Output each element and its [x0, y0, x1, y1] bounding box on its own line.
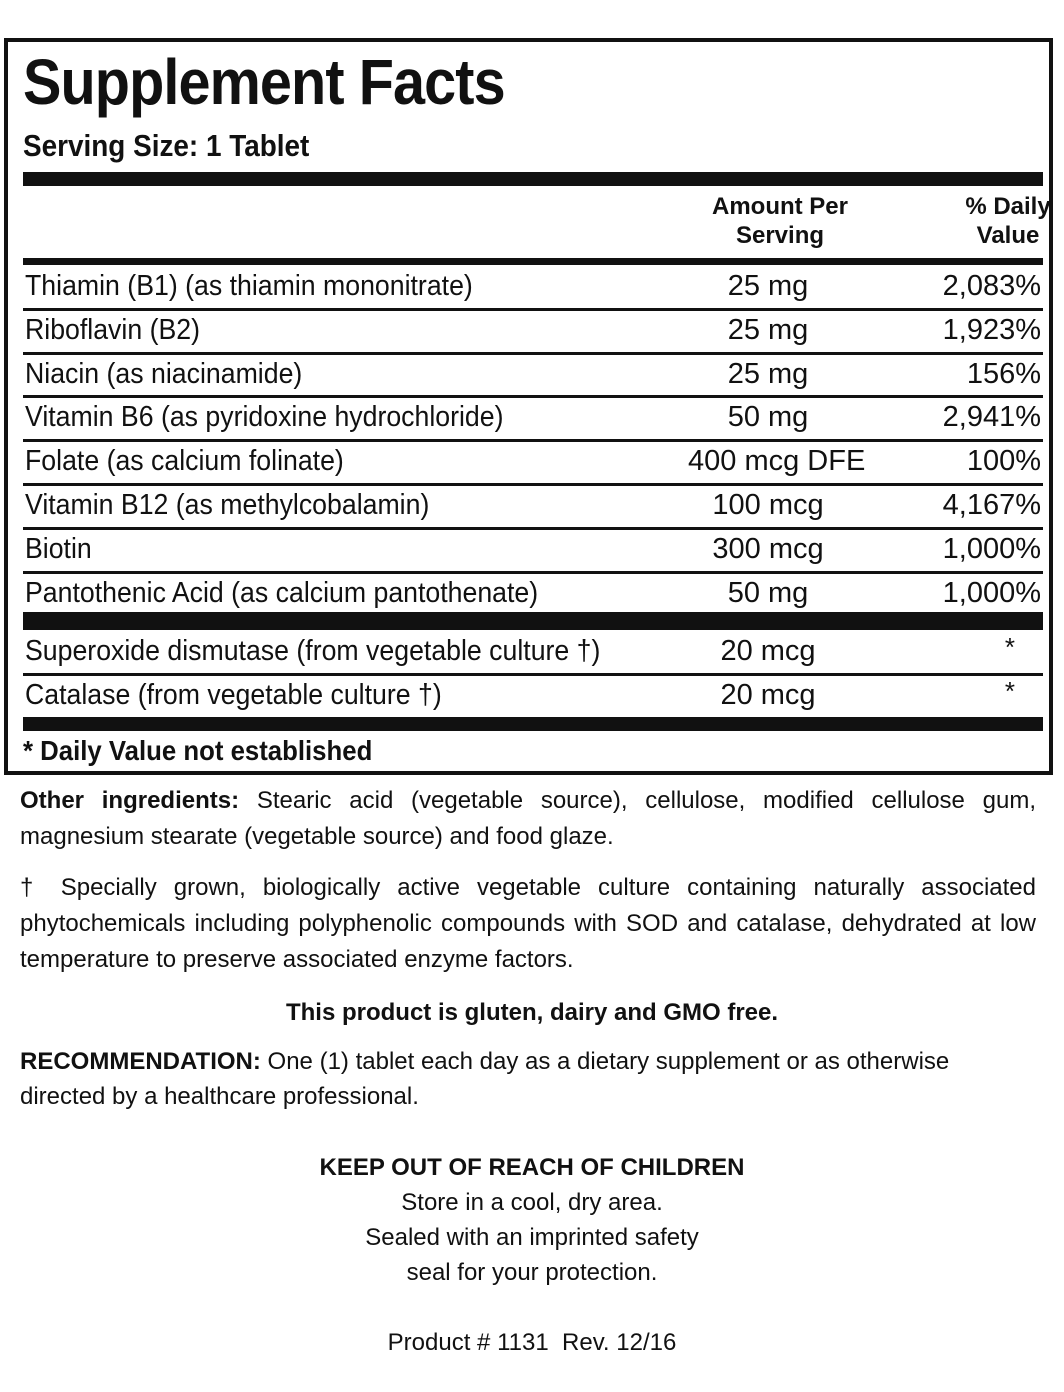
nutrient-daily-value: *: [1004, 632, 1015, 662]
panel-title: Supplement Facts: [23, 46, 505, 118]
table-row: [23, 631, 1043, 672]
nutrient-amount: 100 mcg: [712, 489, 824, 521]
recommendation-label: RECOMMENDATION:: [20, 1048, 261, 1075]
nutrient-name: Superoxide dismutase (from vegetable culture †): [25, 635, 601, 667]
thick-divider-top: [23, 172, 1043, 186]
recommendation-text: One (1) tablet each day as a dietary supplement or as otherwise directed by a healthcare professional.: [20, 1048, 950, 1110]
header-divider: [23, 258, 1043, 265]
nutrient-name: Riboflavin (B2): [25, 313, 200, 346]
table-row: [23, 310, 1043, 351]
table-row: [23, 266, 1043, 307]
allergen-free-statement: This product is gluten, dairy and GMO free.: [285, 999, 779, 1026]
nutrient-daily-value: 2,941%: [942, 401, 1041, 434]
culture-note: † Specially grown, biologically active vegetable culture containing naturally associated phytochemicals including polyphenolic compounds with SOD and catalase, dehydrated at low temperature to preserve associated enzyme factors.: [20, 874, 1036, 973]
supplement-facts-panel: [4, 38, 1053, 775]
serving-size: Serving Size: 1 Tablet: [23, 128, 310, 163]
storage-line-3: seal for your protection.: [406, 1259, 658, 1286]
thick-divider-bottom: [23, 717, 1043, 731]
nutrient-amount: 25 mg: [727, 313, 809, 346]
nutrient-name: Thiamin (B1) (as thiamin mononitrate): [25, 270, 473, 302]
nutrient-daily-value: *: [1004, 675, 1015, 706]
nutrient-daily-value: 1,923%: [942, 313, 1041, 346]
thick-divider-middle: [23, 612, 1043, 630]
other-ingredients: [20, 783, 1036, 855]
nutrient-amount: 50 mg: [727, 401, 809, 434]
nutrient-amount: 25 mg: [727, 270, 809, 302]
daily-value-footnote: * Daily Value not established: [23, 735, 373, 766]
daily-value-header: % Daily Value: [965, 193, 1051, 249]
other-ingredients-label: Other ingredients:: [20, 787, 240, 814]
amount-per-serving-header: Amount Per Serving: [711, 193, 848, 249]
nutrient-amount: 20 mcg: [720, 678, 816, 711]
product-number: Product # 1131 Rev. 12/16: [387, 1329, 677, 1356]
storage-line-2: Sealed with an imprinted safety: [365, 1224, 699, 1251]
nutrient-name: Niacin (as niacinamide): [25, 357, 303, 390]
nutrient-name: Catalase (from vegetable culture †): [25, 678, 442, 711]
table-row: [23, 441, 1043, 482]
table-row: [23, 354, 1043, 395]
warning-heading: KEEP OUT OF REACH OF CHILDREN: [319, 1154, 745, 1181]
table-row: [23, 485, 1043, 526]
nutrient-name: Folate (as calcium folinate): [25, 445, 344, 478]
storage-line-1: Store in a cool, dry area.: [401, 1189, 663, 1216]
nutrient-name: Vitamin B6 (as pyridoxine hydrochloride): [25, 401, 504, 434]
nutrient-daily-value: 4,167%: [942, 489, 1041, 521]
nutrient-amount: 400 mcg DFE: [688, 445, 866, 478]
nutrient-daily-value: 1,000%: [942, 532, 1041, 565]
nutrient-amount: 50 mg: [727, 576, 809, 609]
other-ingredients-text: Stearic acid (vegetable source), cellulose, modified cellulose gum, magnesium stearate (vegetable source) and food glaze.: [20, 787, 1036, 850]
nutrient-daily-value: 100%: [966, 445, 1041, 478]
nutrient-name: Pantothenic Acid (as calcium pantothenate): [25, 576, 539, 609]
nutrient-daily-value: 2,083%: [942, 270, 1041, 302]
nutrient-amount: 20 mcg: [720, 635, 816, 667]
table-row: [23, 573, 1043, 614]
nutrient-name: Vitamin B12 (as methylcobalamin): [25, 489, 430, 521]
table-row: [23, 397, 1043, 438]
table-row: [23, 529, 1043, 570]
table-row: [23, 675, 1043, 716]
nutrient-daily-value: 1,000%: [942, 576, 1041, 609]
nutrient-amount: 300 mcg: [712, 532, 824, 565]
nutrient-amount: 25 mg: [727, 357, 809, 390]
nutrient-daily-value: 156%: [966, 357, 1041, 390]
nutrient-name: Biotin: [25, 532, 92, 565]
recommendation: [20, 1044, 1036, 1114]
